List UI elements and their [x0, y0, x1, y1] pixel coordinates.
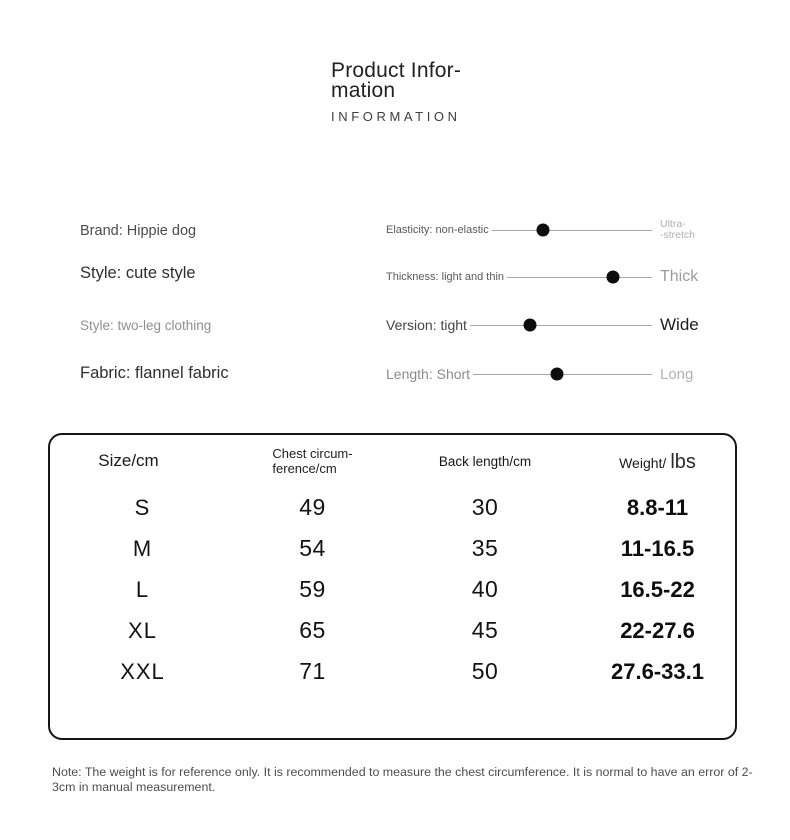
thickness-slider-track: [507, 269, 652, 285]
weight-value: 8.8-11: [626, 494, 689, 520]
chest-value: 59: [299, 576, 326, 602]
end-label-line1: Wide: [660, 315, 699, 334]
length-slider-end-label: [660, 366, 712, 383]
table-row-xxl: [50, 651, 735, 692]
version-slider-end-label: [660, 315, 712, 335]
header-chest: [235, 435, 390, 487]
version-slider: [386, 311, 712, 339]
weight-value: 27.6-33.1: [611, 658, 704, 684]
length-slider: [386, 360, 712, 388]
header-weight: [580, 435, 735, 487]
length-slider-label: Length: Short: [386, 366, 471, 382]
thickness-slider: [386, 263, 712, 291]
header-weight-unit: lbs: [670, 451, 696, 473]
measurement-note: Note: The weight is for reference only. It is recommended to measure the chest circumference. It is normal to have an error of 2-3cm in manual measurement.: [52, 765, 753, 794]
chest-value: 65: [299, 617, 326, 643]
back-value: 50: [471, 658, 499, 684]
page-title: [331, 61, 461, 100]
chest-value: 49: [299, 494, 326, 520]
back-value: 35: [471, 535, 499, 561]
size-value: XL: [128, 617, 157, 643]
thickness-slider-end-label: [660, 268, 712, 286]
end-label-line1: Long: [660, 365, 694, 383]
size-value: XXL: [120, 658, 165, 684]
size-chart-table: [48, 433, 737, 740]
table-row-s: [50, 487, 735, 528]
end-label-line2: -stretch: [660, 229, 696, 241]
title-block: [331, 61, 461, 124]
back-value: 30: [471, 494, 499, 520]
version-slider-dot: [524, 319, 537, 332]
elasticity-slider: [386, 216, 712, 244]
end-label-line1: Ultra-: [660, 217, 686, 230]
size-value: S: [134, 494, 151, 520]
attribute-brand: Brand: Hippie dog: [80, 223, 197, 239]
header-weight-prefix: Weight/: [619, 455, 667, 471]
length-slider-track: [473, 366, 652, 382]
page-title-line2: mation: [331, 78, 396, 102]
elasticity-slider-end-label: [660, 219, 712, 242]
thickness-slider-label: Thickness: light and thin: [386, 271, 505, 283]
elasticity-slider-label: Elasticity: non-elastic: [386, 224, 489, 236]
weight-value: 16.5-22: [620, 576, 695, 602]
thickness-slider-dot: [606, 271, 619, 284]
elasticity-slider-track: [492, 222, 652, 238]
table-row-m: [50, 528, 735, 569]
chest-value: 71: [299, 658, 326, 684]
page-subtitle: INFORMATION: [331, 109, 461, 124]
attribute-style-primary: Style: cute style: [80, 264, 196, 282]
header-chest-text: [272, 446, 352, 476]
attribute-style-secondary: Style: two-leg clothing: [80, 318, 212, 333]
table-header-row: [50, 435, 735, 487]
size-value: M: [132, 535, 153, 561]
size-value: L: [135, 576, 150, 602]
table-row-l: [50, 569, 735, 610]
chest-value: 54: [299, 535, 326, 561]
elasticity-slider-dot: [537, 224, 550, 237]
version-slider-track: [470, 317, 652, 333]
length-slider-dot: [551, 368, 564, 381]
header-back-length: Back length/cm: [438, 453, 532, 469]
header-size: Size/cm: [98, 451, 159, 470]
weight-value: 22-27.6: [620, 617, 695, 643]
weight-value: 11-16.5: [620, 535, 695, 561]
back-value: 45: [471, 617, 499, 643]
table-row-xl: [50, 610, 735, 651]
version-slider-label: Version: tight: [386, 317, 467, 333]
attribute-fabric: Fabric: flannel fabric: [80, 364, 229, 382]
back-value: 40: [471, 576, 499, 602]
end-label-line1: Thick: [660, 268, 699, 285]
header-chest-line2: ference/cm: [272, 461, 337, 476]
page-title-line1: Product Infor-: [331, 59, 462, 82]
header-chest-line1: Chest circum-: [272, 446, 353, 461]
